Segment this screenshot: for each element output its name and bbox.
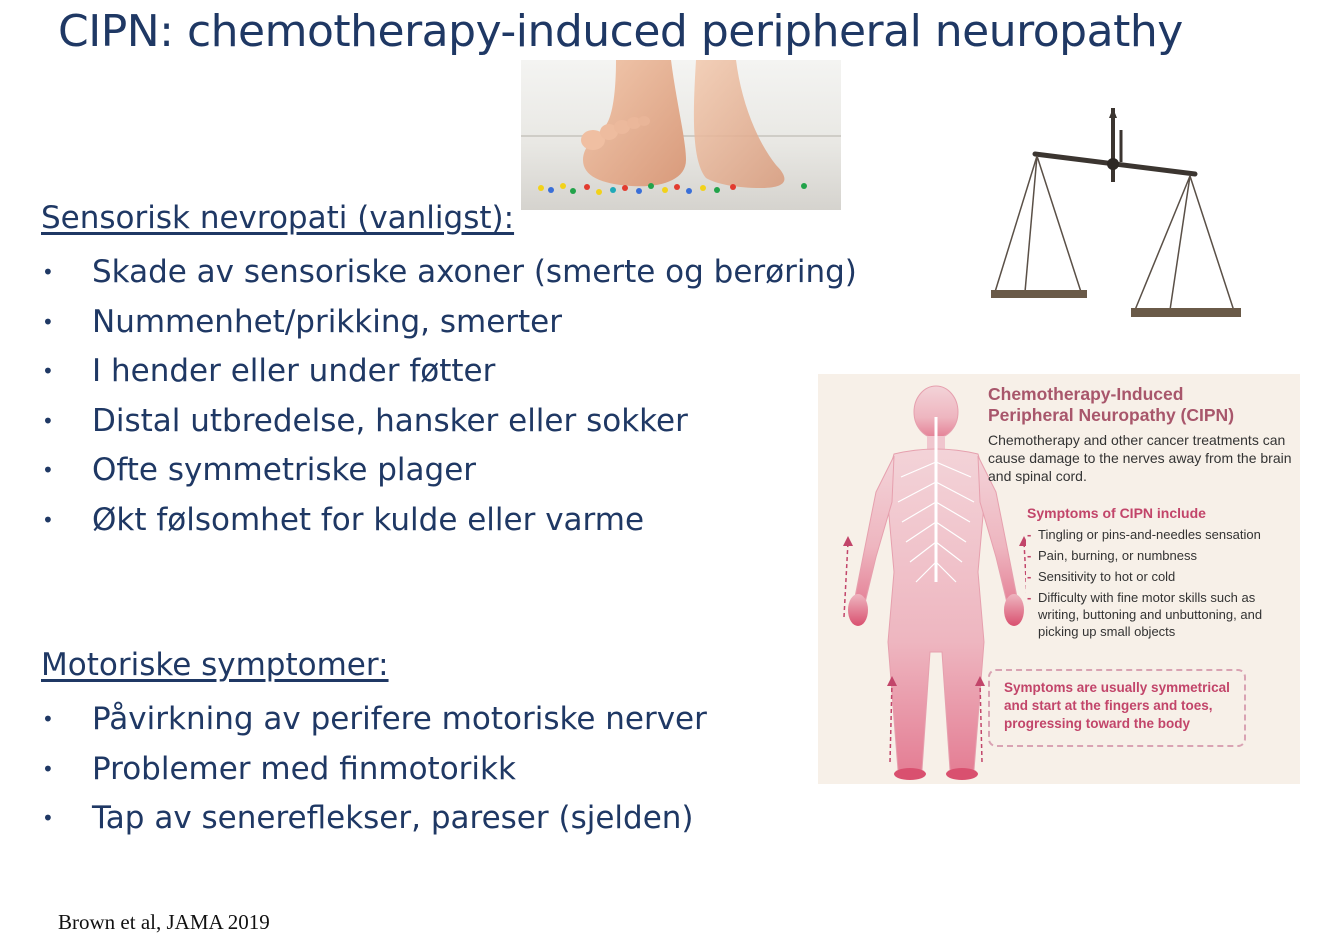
- symmetry-note-box: Symptoms are usually symmetrical and start at the fingers and toes, progressing toward the body: [988, 669, 1246, 747]
- sensory-bullet: [40, 298, 857, 348]
- bullet-text: Påvirkning av perifere motoriske nerver: [92, 701, 707, 737]
- slide-title: CIPN: chemotherapy-induced peripheral neuropathy: [58, 6, 1183, 57]
- infographic-title-line-1: Chemotherapy-Induced: [988, 384, 1184, 404]
- symptom-item: - Pain, burning, or numbness: [1027, 547, 1297, 564]
- antique-balance-scale-photo: [985, 104, 1247, 332]
- bullet-dot: •: [42, 408, 54, 433]
- bullet-text: Ofte symmetriske plager: [92, 452, 477, 489]
- citation: Brown et al, JAMA 2019: [58, 910, 270, 934]
- bullet-dot: •: [42, 756, 54, 781]
- sensory-bullet: [40, 446, 857, 496]
- bullet-dot: •: [42, 309, 54, 334]
- symptoms-heading: Symptoms of CIPN include: [1027, 505, 1206, 521]
- bullet-dot: •: [42, 260, 54, 284]
- bullet-dot: •: [42, 806, 54, 831]
- bullet-text: Tap av senereflekser, pareser (sjelden): [92, 800, 694, 837]
- infographic-title-line-2: Peripheral Neuropathy (CIPN): [988, 405, 1235, 425]
- infographic-title: [988, 384, 1288, 426]
- bullet-dot: •: [42, 458, 54, 483]
- symptom-item: - Tingling or pins-and-needles sensation: [1027, 526, 1297, 543]
- feet-on-pushpins-photo: [521, 60, 841, 210]
- infographic-description: Chemotherapy and other cancer treatments can cause damage to the nerves away from the brain and spinal cord.: [988, 432, 1292, 484]
- symptom-item: - Sensitivity to hot or cold: [1027, 568, 1297, 585]
- symptoms-list: [1027, 526, 1297, 644]
- bullet-dot: •: [42, 507, 54, 532]
- sensory-bullet: [40, 347, 857, 397]
- motor-bullet: [40, 745, 707, 795]
- motor-bullet: [40, 695, 707, 745]
- sensory-bullet: [40, 248, 857, 298]
- motor-heading: Motoriske symptomer:: [41, 647, 389, 683]
- sensory-heading: Sensorisk nevropati (vanligst):: [41, 200, 515, 236]
- bullet-text: Nummenhet/prikking, smerter: [92, 303, 562, 340]
- motor-bullet: [40, 794, 707, 844]
- sensory-bullet-list: [40, 248, 857, 546]
- bullet-text: Problemer med finmotorikk: [92, 750, 516, 787]
- bullet-dot: •: [42, 359, 54, 384]
- sensory-bullet: [40, 397, 857, 447]
- bullet-dot: •: [42, 707, 54, 731]
- sensory-bullet: [40, 496, 857, 546]
- motor-bullet-list: [40, 695, 707, 844]
- bullet-text: Distal utbredelse, hansker eller sokker: [92, 402, 688, 439]
- symptom-item: - Difficulty with fine motor skills such as writing, buttoning and unbuttoning, and picking up small objects: [1027, 589, 1297, 640]
- bullet-text: I hender eller under føtter: [92, 353, 496, 390]
- cipn-infographic: [818, 374, 1300, 784]
- bullet-text: Skade av sensoriske axoner (smerte og berøring): [92, 254, 857, 290]
- bullet-text: Økt følsomhet for kulde eller varme: [92, 501, 645, 538]
